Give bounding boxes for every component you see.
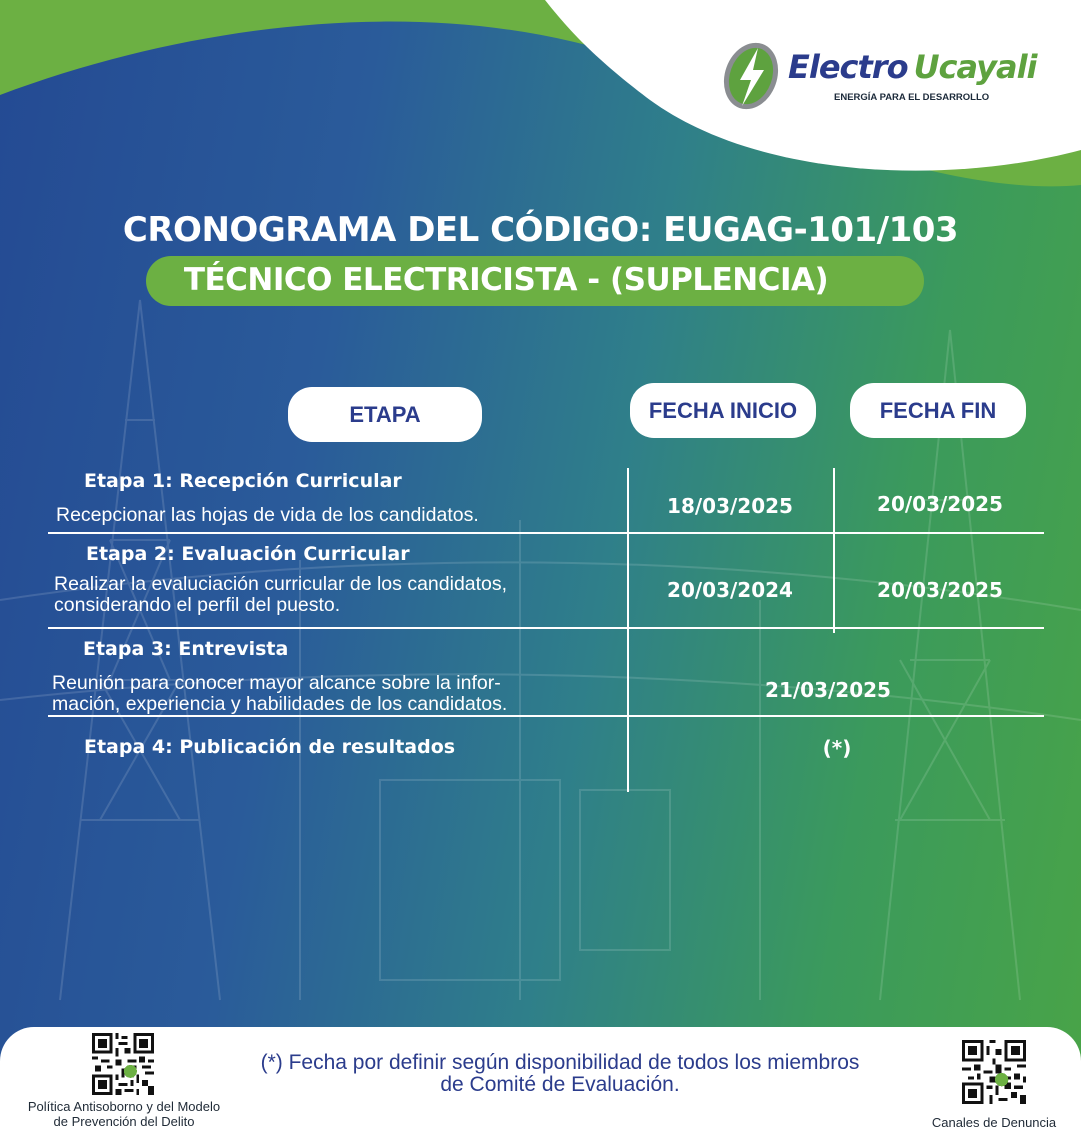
stage-2-start-date: 20/03/2024 [667,578,793,602]
qr-label-denuncia: Canales de Denuncia [931,1115,1057,1130]
logo-word-electro: Electro [788,48,908,86]
page-title: CRONOGRAMA DEL CÓDIGO: EUGAG-101/103 [122,210,959,250]
footnote [180,1052,940,1096]
stage-4-title: Etapa 4: Publicación de resultados [84,736,456,758]
qr-code-icon-denuncia[interactable] [962,1040,1026,1104]
qr-code-icon-antisoborno[interactable] [92,1033,154,1095]
lightning-bolt-icon [718,36,784,116]
logo-word-ucayali: Ucayali [913,48,1037,86]
stage-3-title: Etapa 3: Entrevista [83,638,289,660]
qr-label-antisoborno-line-1: Política Antisoborno y del Modelo [27,1099,221,1114]
qr-label-antisoborno-line-2: de Prevención del Delito [53,1114,195,1129]
footnote-line-1: (*) Fecha por definir según disponibilidad de todos los miembros [260,1051,860,1074]
header-fecha-fin: FECHA FIN [850,383,1026,438]
stage-3-date: 21/03/2025 [765,678,891,702]
column-divider-fechas [833,468,835,633]
stage-1-description: Recepcionar las hojas de vida de los candidatos. [56,504,479,526]
stage-3-description-line-1: Reunión para conocer mayor alcance sobre la infor- [52,672,501,694]
logo-tagline: ENERGÍA PARA EL DESARROLLO [834,92,990,103]
electro-ucayali-logo [718,36,1038,116]
column-divider-etapa [627,468,629,792]
stage-2-end-date: 20/03/2025 [877,578,1003,602]
row-divider-2 [48,627,1044,629]
stage-2-description-line-2: considerando el perfil del puesto. [54,594,341,616]
stage-3-description-line-2: mación, experiencia y habilidades de los candidatos. [52,693,508,715]
footnote-line-2: de Comité de Evaluación. [440,1073,680,1096]
row-divider-3 [48,715,1044,717]
stage-1-start-date: 18/03/2025 [667,494,793,518]
stage-2-title: Etapa 2: Evaluación Curricular [86,543,410,565]
stage-4-date: (*) [822,736,852,760]
header-fecha-inicio: FECHA INICIO [630,383,816,438]
page-subtitle: TÉCNICO ELECTRICISTA - (SUPLENCIA) [183,262,829,298]
stage-1-title: Etapa 1: Recepción Curricular [84,470,402,492]
row-divider-1 [48,532,1044,534]
stage-2-description-line-1: Realizar la evaluciación curricular de los candidatos, [54,573,508,595]
logo-wordmark [788,48,1037,86]
stage-1-end-date: 20/03/2025 [877,492,1003,516]
header-etapa: ETAPA [288,387,482,442]
